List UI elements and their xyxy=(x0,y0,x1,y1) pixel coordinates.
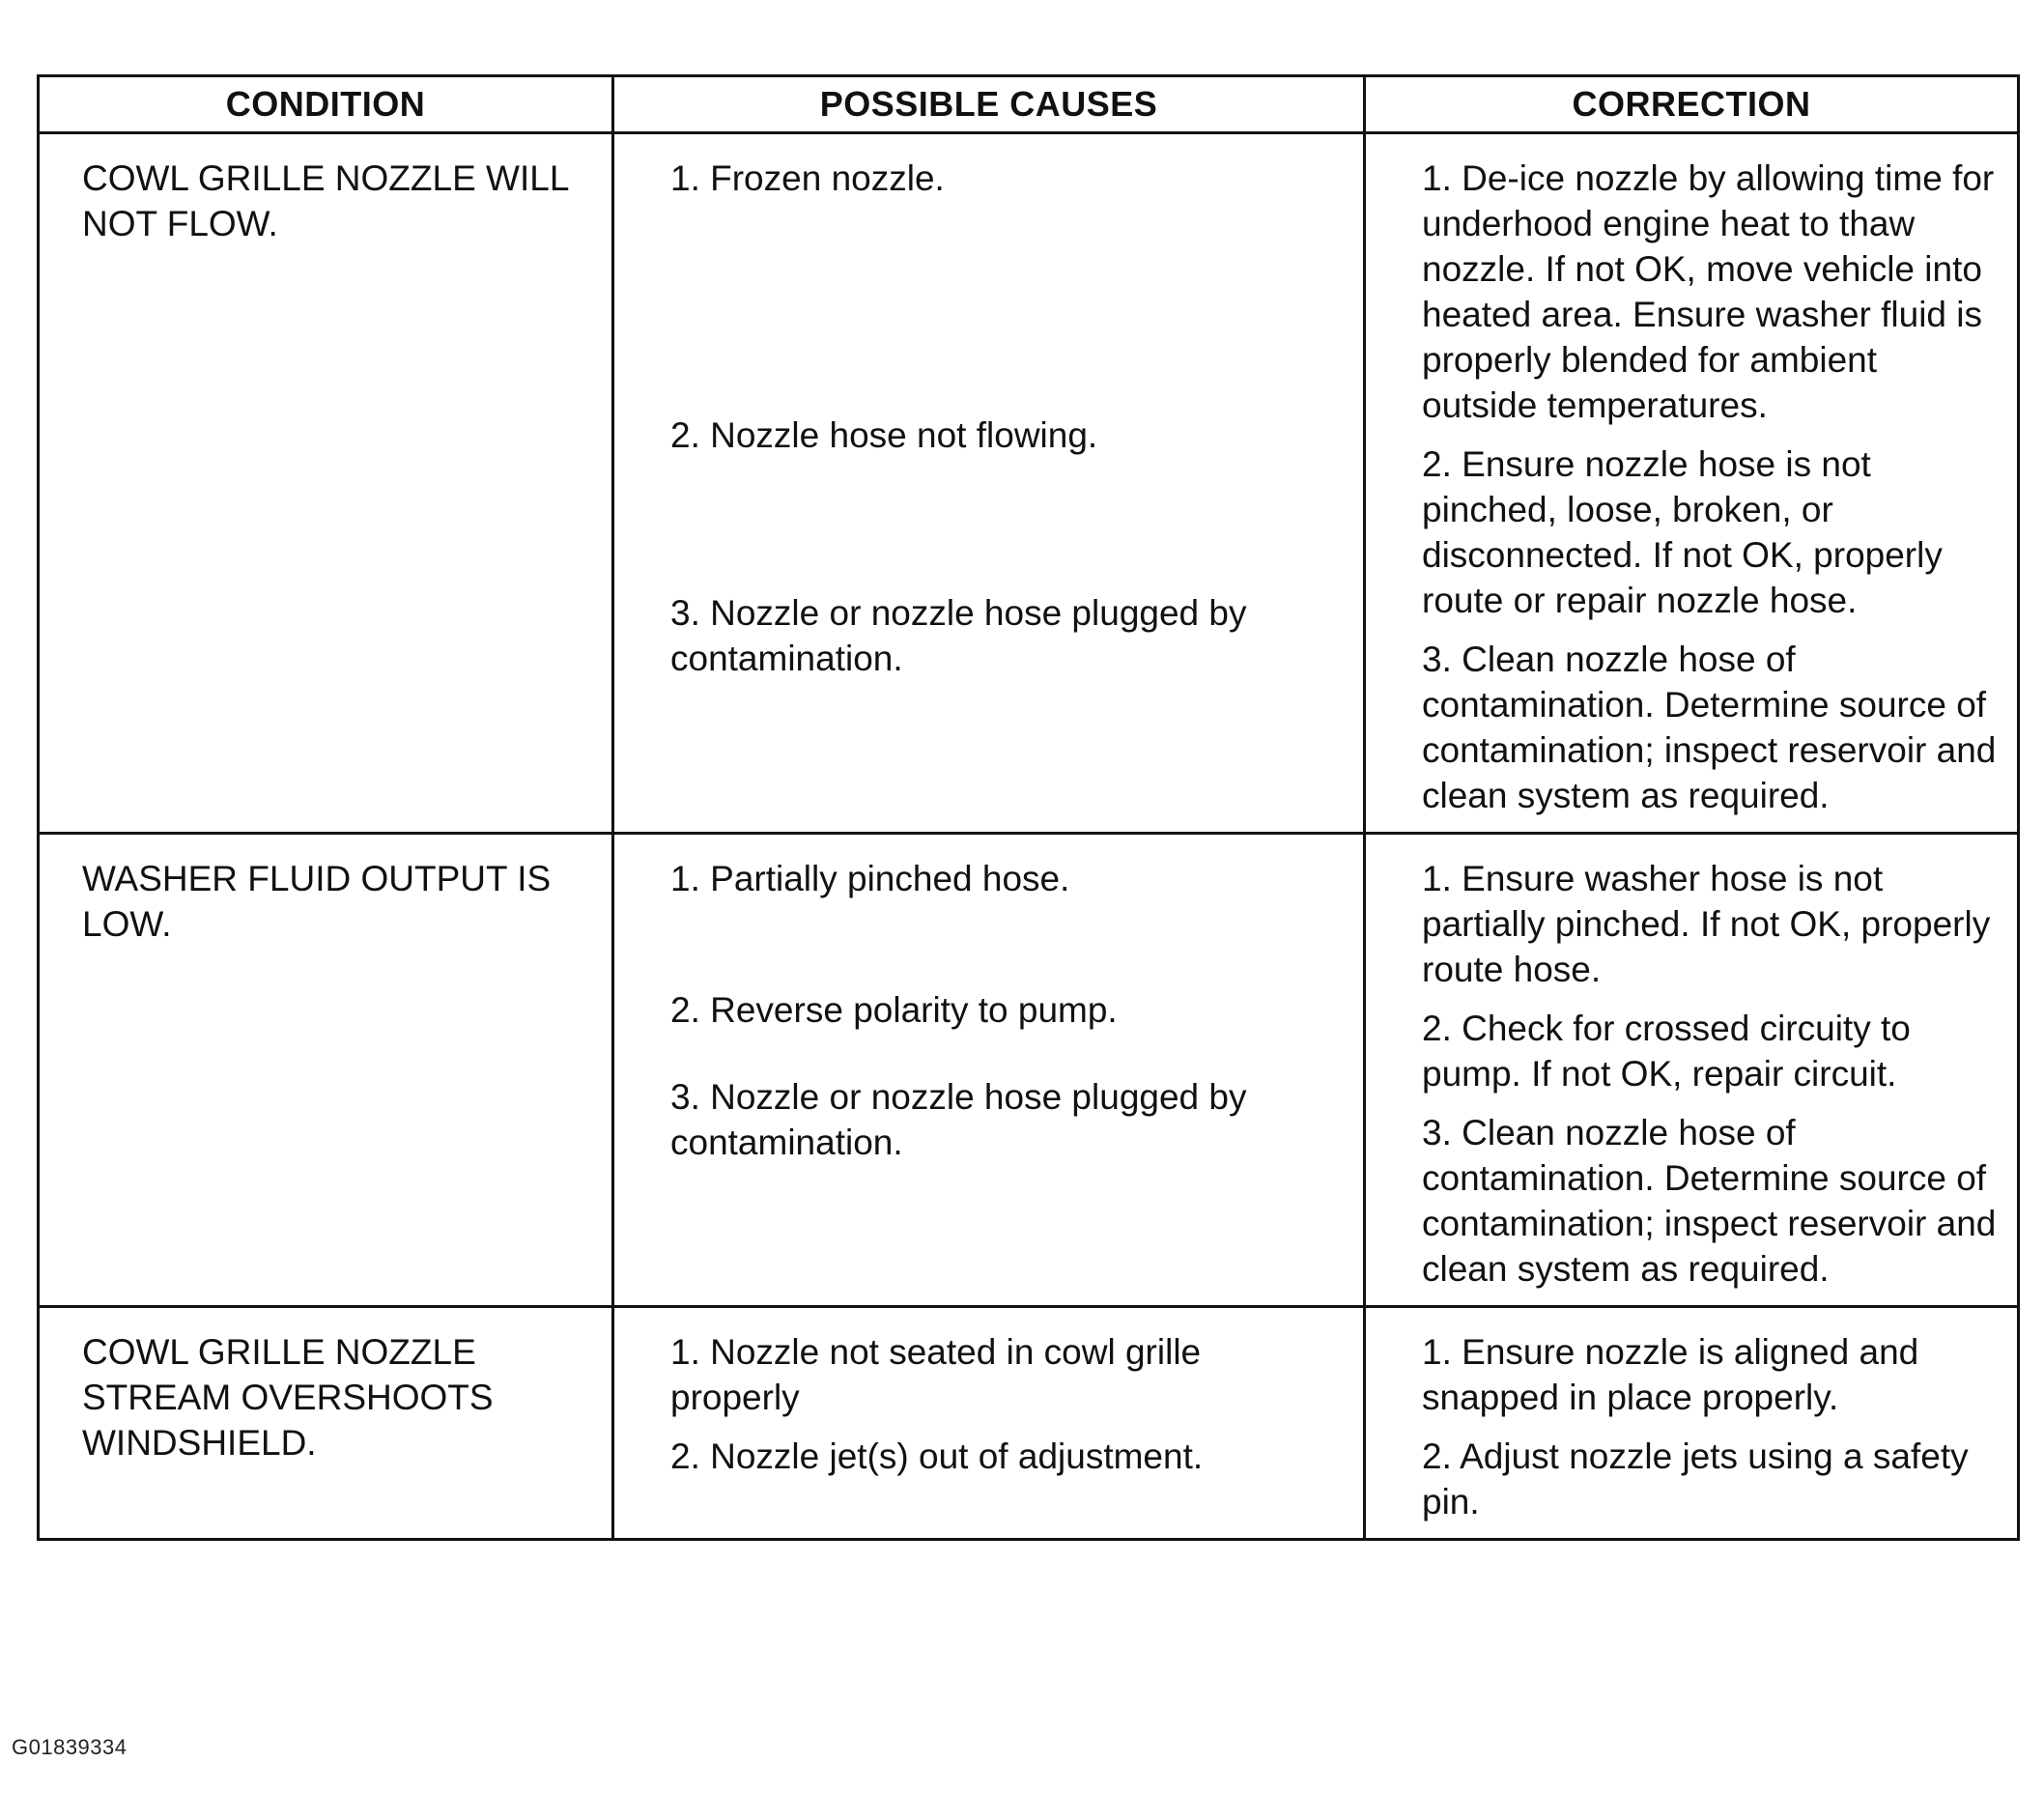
cause-item: 2. Nozzle hose not flowing. xyxy=(670,415,1098,455)
causes-cell xyxy=(613,834,1365,1307)
correction-item: 3. Clean nozzle hose of contamination. Determine source of contamination; inspect reservoir and clean system as required. xyxy=(1422,640,1997,815)
table-header xyxy=(39,76,2019,133)
figure-id: G01839334 xyxy=(12,1735,128,1759)
correction-item: 2. Ensure nozzle hose is not pinched, loose, broken, or disconnected. If not OK, properly route or repair nozzle hose. xyxy=(1422,444,1943,620)
header-row xyxy=(39,76,2019,133)
correction-cell xyxy=(1365,1307,2019,1540)
troubleshooting-table xyxy=(37,74,2020,1541)
condition-cell xyxy=(39,133,613,834)
header-correction: CORRECTION xyxy=(1365,76,2019,133)
correction-item: 2. Adjust nozzle jets using a safety pin. xyxy=(1422,1436,1969,1521)
correction-item: 2. Check for crossed circuity to pump. If not OK, repair circuit. xyxy=(1422,1009,1911,1094)
condition-cell xyxy=(39,834,613,1307)
correction-item: 3. Clean nozzle hose of contamination. Determine source of contamination; inspect reservoir and clean system as required. xyxy=(1422,1113,1997,1289)
cause-item: 3. Nozzle or nozzle hose plugged by contamination. xyxy=(670,1077,1247,1162)
cause-item: 1. Frozen nozzle. xyxy=(670,158,945,198)
header-condition: CONDITION xyxy=(39,76,613,133)
correction-cell xyxy=(1365,834,2019,1307)
cause-item: 2. Reverse polarity to pump. xyxy=(670,990,1118,1030)
table-row xyxy=(39,133,2019,834)
cause-item: 2. Nozzle jet(s) out of adjustment. xyxy=(670,1436,1204,1476)
table-row xyxy=(39,834,2019,1307)
header-possible-causes: POSSIBLE CAUSES xyxy=(613,76,1365,133)
condition-cell xyxy=(39,1307,613,1540)
table-body xyxy=(39,133,2019,1540)
correction-cell xyxy=(1365,133,2019,834)
correction-item: 1. Ensure nozzle is aligned and snapped in place properly. xyxy=(1422,1332,1919,1417)
causes-cell xyxy=(613,1307,1365,1540)
condition-text: COWL GRILLE NOZZLE WILL NOT FLOW. xyxy=(82,158,569,243)
causes-cell xyxy=(613,133,1365,834)
condition-text: COWL GRILLE NOZZLE STREAM OVERSHOOTS WINDSHIELD. xyxy=(82,1332,494,1463)
correction-item: 1. Ensure washer hose is not partially pinched. If not OK, properly route hose. xyxy=(1422,859,1991,989)
cause-item: 1. Nozzle not seated in cowl grille properly xyxy=(670,1332,1202,1417)
cause-item: 3. Nozzle or nozzle hose plugged by contamination. xyxy=(670,593,1247,678)
condition-text: WASHER FLUID OUTPUT IS LOW. xyxy=(82,859,552,944)
table-row xyxy=(39,1307,2019,1540)
cause-item: 1. Partially pinched hose. xyxy=(670,859,1070,898)
correction-item: 1. De-ice nozzle by allowing time for underhood engine heat to thaw nozzle. If not OK, move vehicle into heated area. Ensure washer fluid is properly blended for ambient outside temperatures. xyxy=(1422,158,1995,425)
